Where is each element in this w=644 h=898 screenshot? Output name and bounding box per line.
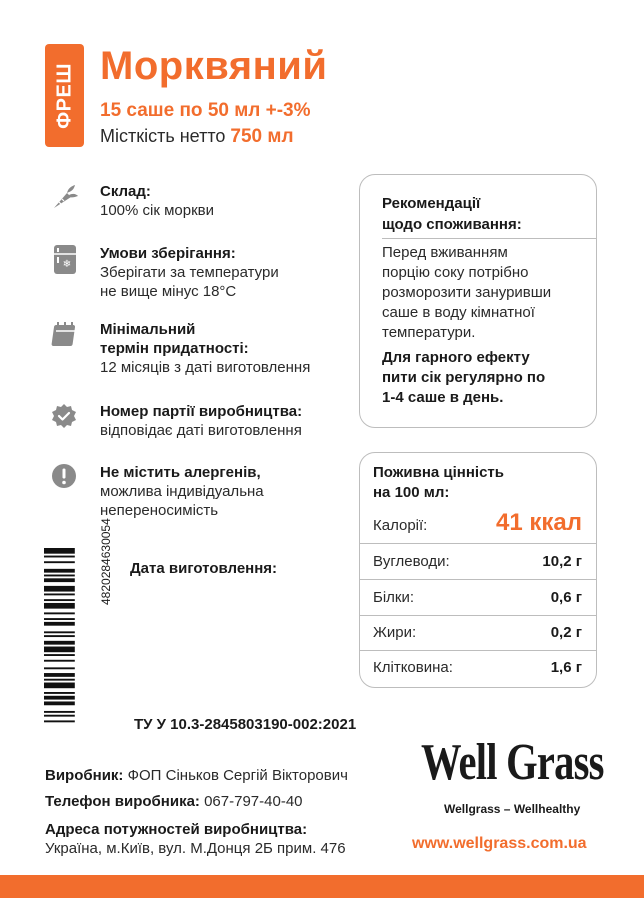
barcode-bar (44, 575, 75, 577)
batch-heading: Номер партії виробництва: (100, 403, 303, 420)
recommendations-title-line-1: Рекомендації (382, 195, 481, 212)
product-type-label: ФРЕШ (53, 62, 75, 129)
product-type-tag (45, 44, 84, 147)
recommendations-body-line: розморозити зануривши (382, 284, 552, 301)
barcode-bar (44, 548, 75, 554)
barcode-bar (44, 586, 75, 592)
storage-line-1: Зберігати за температури (100, 264, 279, 281)
nutrition-row (373, 624, 582, 641)
barcode-bar (44, 635, 75, 637)
recommendations-tip (382, 348, 592, 408)
allergens-line-1: можлива індивідуальна (100, 483, 264, 500)
recommendations-title-line-2: щодо споживання: (382, 216, 522, 233)
recommendations-tip-line: Для гарного ефекту (382, 349, 530, 366)
barcode (44, 518, 113, 728)
net-volume-label: Місткість нетто (100, 126, 226, 146)
address (45, 820, 346, 858)
verified-badge-icon (50, 402, 80, 432)
barcode-bar (44, 696, 75, 700)
nutrition-row (373, 589, 582, 606)
nutrition-title-line-2: на 100 мл: (373, 484, 450, 501)
allergens-line-2: непереносимість (100, 502, 219, 519)
nutrition-divider (360, 615, 596, 616)
recommendations-body-line: порцію соку потрібно (382, 264, 529, 281)
barcode-bar (44, 711, 75, 713)
technical-spec: ТУ У 10.3-2845803190-002:2021 (134, 716, 357, 733)
website-link[interactable]: www.wellgrass.com.ua (412, 835, 587, 852)
barcode-bar (44, 561, 75, 563)
shelf-life-heading-1: Мінімальний (100, 321, 196, 338)
barcode-bar (44, 599, 75, 601)
nutrition-box (359, 452, 597, 688)
calendar-icon (50, 320, 80, 350)
barcode-bar (44, 641, 75, 645)
info-composition (100, 182, 214, 220)
info-batch (100, 402, 302, 440)
recommendations-body-line: Перед вживанням (382, 244, 508, 261)
storage-heading: Умови зберігання: (100, 245, 236, 262)
composition-heading: Склад: (100, 183, 151, 200)
barcode-bar (44, 612, 75, 614)
phone (45, 793, 303, 810)
barcode-bar (44, 673, 75, 677)
info-shelf-life (100, 320, 310, 377)
nutrition-row (373, 553, 582, 570)
barcode-bar (44, 667, 75, 669)
barcode-bar (44, 556, 75, 558)
recommendations-body-line: температури. (382, 324, 476, 341)
address-value: Україна, м.Київ, вул. М.Донця 2Б прим. 476 (45, 840, 346, 857)
producer (45, 767, 348, 784)
nutrition-row-calories (373, 509, 582, 537)
info-storage (100, 244, 279, 301)
nutrition-row (373, 659, 582, 676)
brand-logo: Well Grass (421, 734, 604, 791)
recommendations-body (382, 243, 592, 343)
carrot-icon (50, 182, 80, 212)
nutrition-value: 0,6 г (550, 589, 582, 606)
phone-value: 067-797-40-40 (204, 793, 303, 810)
net-volume-value: 750 мл (230, 126, 294, 147)
barcode-bar (44, 618, 75, 620)
nutrition-label: Жири: (373, 624, 417, 641)
nutrition-label: Білки: (373, 589, 415, 606)
nutrition-label: Клітковина: (373, 659, 453, 676)
shelf-life-heading-2: термін придатності: (100, 340, 249, 357)
barcode-bar (44, 603, 75, 609)
info-allergens (100, 463, 264, 520)
shelf-life-text: 12 місяців з даті виготовлення (100, 359, 311, 376)
recommendations-body-line: саше в воду кімнатної (382, 304, 535, 321)
barcode-bar (44, 654, 75, 656)
manufacture-date-label: Дата виготовлення: (130, 560, 278, 577)
svg-text:❄: ❄ (62, 259, 72, 270)
barcode-bar (44, 593, 75, 595)
barcode-bar (44, 701, 75, 705)
recommendations-divider (382, 238, 596, 239)
product-title: Морквяний (100, 44, 328, 88)
calories-label: Калорії: (373, 517, 428, 534)
recommendations-tip-line: 1-4 саше в день. (382, 389, 504, 406)
producer-label: Виробник: (45, 767, 124, 784)
recommendations-tip-line: пити сік регулярно по (382, 369, 546, 386)
nutrition-title (373, 463, 504, 503)
barcode-number: 4820284630054 (99, 518, 113, 605)
nutrition-title-line-1: Поживна цінність (373, 464, 504, 481)
producer-value: ФОП Сіньков Сергій Вікторович (127, 767, 348, 784)
nutrition-value: 10,2 г (542, 553, 582, 570)
product-subtitle: 15 саше по 50 мл +-3% (100, 100, 311, 121)
allergens-heading: Не містить алергенів, (100, 464, 261, 481)
barcode-bar (44, 569, 75, 573)
nutrition-divider (360, 579, 596, 580)
barcode-bar (44, 622, 75, 626)
barcode-bar (44, 578, 75, 582)
barcode-bar (44, 720, 75, 722)
barcode-bar (44, 647, 75, 653)
recommendations-title (382, 193, 582, 235)
bottom-accent-bar (0, 875, 644, 898)
nutrition-value: 1,6 г (550, 659, 582, 676)
nutrition-divider (360, 543, 596, 544)
barcode-bar (44, 679, 75, 681)
batch-text: відповідає даті виготовлення (100, 422, 302, 439)
barcode-bar (44, 715, 75, 717)
nutrition-value: 0,2 г (550, 624, 582, 641)
barcode-bar (44, 692, 75, 694)
brand-slogan: Wellgrass – Wellhealthy (444, 802, 581, 816)
net-volume (100, 126, 294, 148)
recommendations-box (359, 174, 597, 428)
barcode-bar (44, 660, 75, 662)
nutrition-divider (360, 650, 596, 651)
nutrition-label: Вуглеводи: (373, 553, 450, 570)
storage-line-2: не вище мінус 18°С (100, 283, 237, 300)
address-label: Адреса потужностей виробництва: (45, 821, 308, 838)
calories-value: 41 ккал (496, 509, 582, 536)
alert-icon (50, 462, 80, 492)
composition-text: 100% сік моркви (100, 202, 215, 219)
phone-label: Телефон виробника: (45, 793, 200, 810)
barcode-bar (44, 631, 75, 633)
barcode-bar (44, 683, 75, 689)
fridge-icon (50, 244, 80, 274)
